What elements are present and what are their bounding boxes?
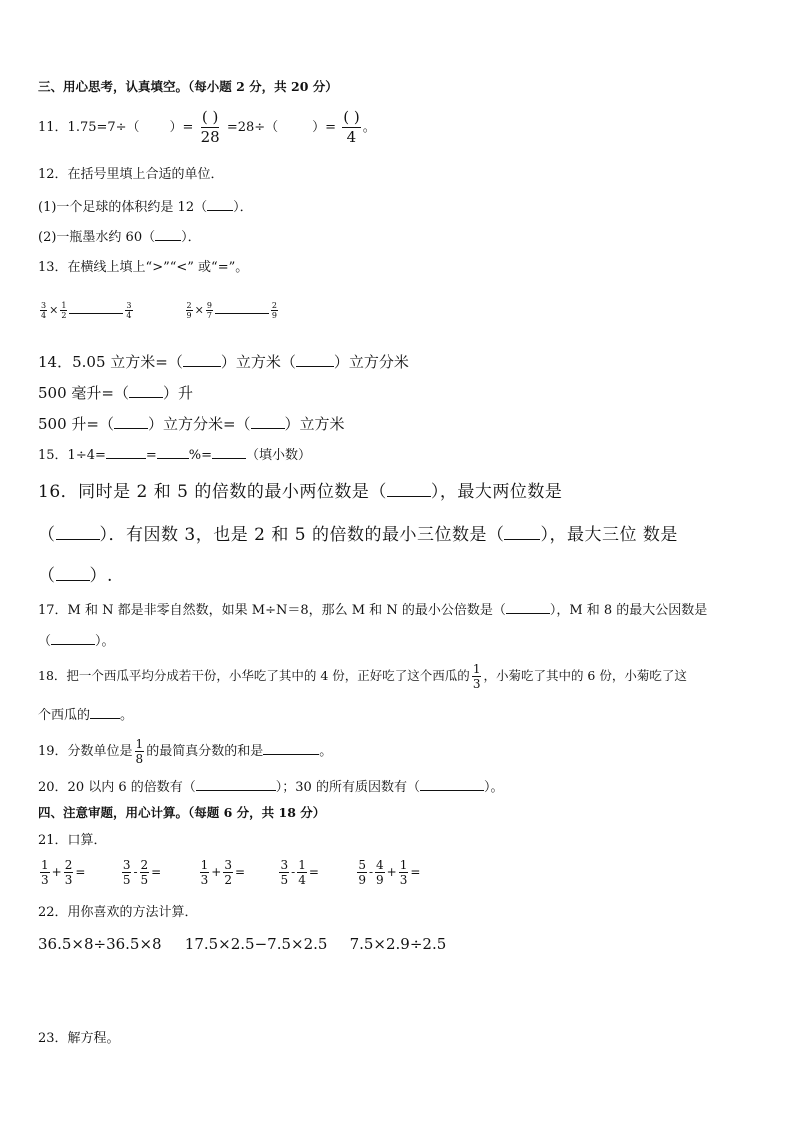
q21-expressions: [38, 858, 420, 887]
compare-blank[interactable]: [215, 303, 269, 314]
q14-line3: 500 升=（ ）立方分米=（ ）立方米: [38, 415, 345, 433]
q12-title: 12．在括号里填上合适的单位．: [38, 167, 224, 182]
q17-line2: （ ）。: [38, 634, 115, 649]
q14-line2: 500 毫升=（ ）升: [38, 384, 193, 402]
q16-line3: （ ）.: [38, 566, 113, 586]
q13-title: 13．在横线上填上“>”“<” 或“=”。: [38, 260, 249, 275]
q13-expr-2: $\frac{2}{9}$ × $\frac{9}{7}$ $\frac{2}{9}$: [186, 301, 277, 320]
q22-calc-2: 17.5×2.5−7.5×2.5: [184, 935, 328, 953]
answer-blank[interactable]: [155, 228, 181, 241]
q21-expr-4: $\frac{3}{5}$ - $\frac{1}{4}$ =: [280, 858, 319, 887]
q19: 19．分数单位是 $\frac{1}{8}$ 的最简真分数的和是 。: [38, 737, 333, 766]
answer-blank[interactable]: [106, 446, 146, 459]
answer-blank[interactable]: [506, 601, 550, 614]
q21-expr-3: $\frac{1}{3}$ + $\frac{3}{2}$ =: [200, 858, 246, 887]
q11: [38, 108, 376, 147]
q12-part2: [38, 228, 201, 247]
q12-p1-text: (1)一个足球的体积约是 12（: [38, 200, 208, 215]
q21-expr-2: $\frac{3}{5}$ - $\frac{2}{5}$ =: [122, 858, 162, 887]
q14-line1: 14．5.05 立方米=（ ）立方米（ ）立方分米: [38, 353, 409, 371]
q11-part-a: 11．1.75=7÷（: [38, 120, 140, 135]
q22-calc-1: 36.5×8÷36.5×8: [38, 935, 162, 953]
answer-blank[interactable]: [90, 706, 120, 719]
q18-line1: 18．把一个西瓜平均分成若干份，小华吃了其中的 4 份，正好吃了这个西瓜的 $\frac{1}{3}$ ，小菊吃了其中的 6 份，小菊吃了这: [38, 662, 687, 691]
q13-expr-1: $\frac{3}{4}$ × $\frac{1}{2}$ $\frac{3}{4}$: [41, 301, 132, 320]
answer-blank[interactable]: [196, 778, 276, 791]
q18-line2: 个西瓜的 。: [38, 708, 134, 723]
answer-blank[interactable]: [387, 484, 431, 497]
q17-line1: 17．M 和 N 都是非零自然数，如果 M÷N＝8，那么 M 和 N 的最小公倍数是（ ），M 和 8 的最大公因数是: [38, 603, 708, 618]
q16-line1: 16．同时是 2 和 5 的倍数的最小两位数是（ ），最大两位数是: [38, 482, 563, 502]
q21-expr-1: $\frac{1}{3}$ + $\frac{2}{3}$ =: [41, 858, 86, 887]
compare-blank[interactable]: [69, 303, 123, 314]
answer-blank[interactable]: [420, 778, 484, 791]
answer-blank[interactable]: [157, 446, 189, 459]
section4-heading: 四、注意审题，用心计算。（每题 6 分，共 18 分）: [38, 805, 326, 820]
answer-blank[interactable]: [56, 527, 100, 540]
q11-fraction-1: $\frac{( )}{28}$: [200, 108, 220, 146]
q12-p2-end: ）．: [181, 230, 201, 245]
answer-blank[interactable]: [114, 416, 148, 429]
answer-blank[interactable]: [296, 354, 334, 367]
answer-blank[interactable]: [183, 354, 221, 367]
q22-title: 22．用你喜欢的方法计算．: [38, 905, 198, 920]
q11-fraction-2: $\frac{( )}{4}$: [343, 108, 360, 146]
q21-title: 21．口算．: [38, 833, 107, 848]
q16-line2: （ ）．有因数 3，也是 2 和 5 的倍数的最小三位数是（ ），最大三位 数是: [38, 525, 678, 545]
q11-end: 。: [362, 120, 376, 135]
answer-blank[interactable]: [251, 416, 285, 429]
answer-blank[interactable]: [56, 568, 90, 581]
q22-calculations: [38, 933, 446, 955]
q12-p2-text: (2)一瓶墨水约 60（: [38, 230, 156, 245]
q11-part-b: ）=: [169, 120, 194, 135]
q11-part-c: =28÷（: [226, 120, 279, 135]
q21-expr-5: $\frac{5}{9}$ - $\frac{4}{9}$ + $\frac{1}{3}$ =: [358, 858, 421, 887]
q15: 15．1÷4= = %= （填小数）: [38, 448, 312, 463]
answer-blank[interactable]: [504, 527, 540, 540]
section3-heading: 三、用心思考，认真填空。（每小题 2 分，共 20 分）: [38, 79, 338, 94]
q23-title: 23．解方程。: [38, 1031, 120, 1046]
answer-blank[interactable]: [51, 632, 95, 645]
answer-blank[interactable]: [129, 385, 163, 398]
q12-p1-end: ）．: [233, 200, 253, 215]
answer-blank[interactable]: [212, 446, 246, 459]
q12-part1: [38, 198, 253, 217]
answer-blank[interactable]: [207, 198, 233, 211]
answer-blank[interactable]: [263, 742, 319, 755]
q18-fraction: $\frac{1}{3}$: [472, 662, 481, 691]
q13-expressions: [38, 301, 280, 320]
q19-fraction: $\frac{1}{8}$: [135, 737, 144, 766]
q22-calc-3: 7.5×2.9÷2.5: [349, 935, 447, 953]
q11-part-d: ）=: [312, 120, 337, 135]
q20: 20．20 以内 6 的倍数有（ ）；30 的所有质因数有（ ）。: [38, 780, 504, 795]
